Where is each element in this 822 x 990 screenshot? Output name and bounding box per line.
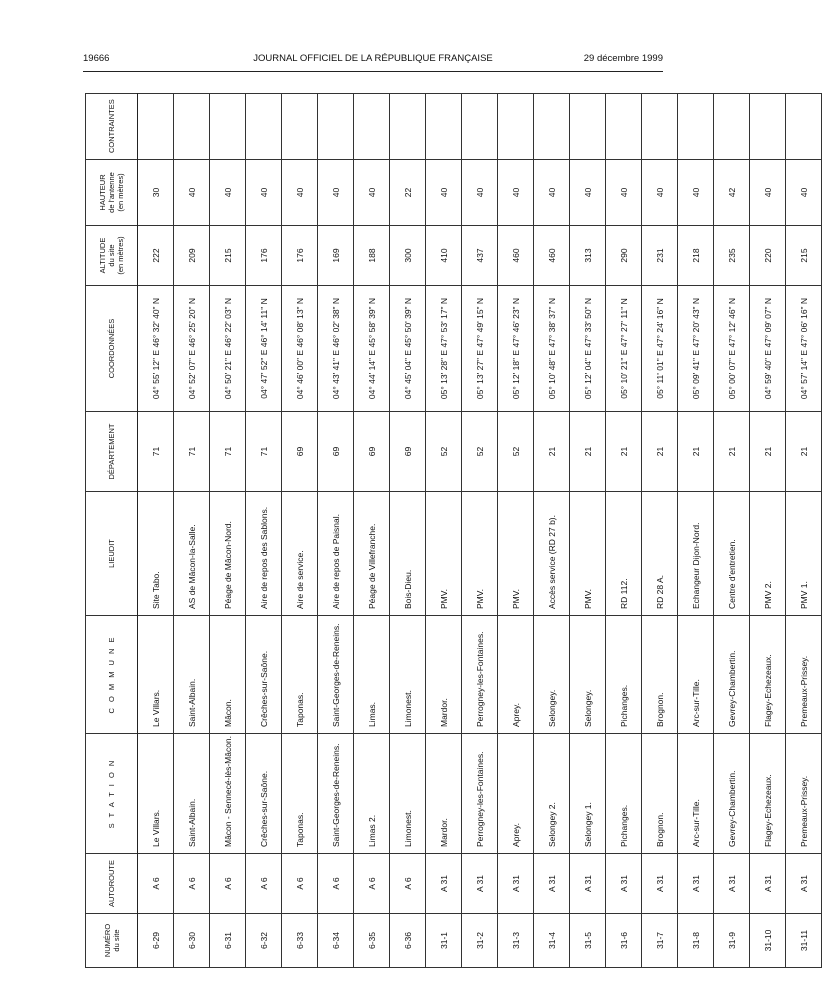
cell-autoroute: A 6 xyxy=(390,854,426,914)
col-header-lieudit: LIEUDIT xyxy=(86,492,138,616)
cell-autoroute: A 31 xyxy=(714,854,750,914)
cell-coordonnees: 04° 55' 12" E 46° 32' 40" N xyxy=(138,286,174,412)
col-header-altitude: ALTITUDE du site (en mètres) xyxy=(86,226,138,286)
cell-lieudit: Centre d'entretien. xyxy=(714,492,750,616)
rotated-table-wrapper xyxy=(85,94,809,968)
cell-departement: 71 xyxy=(210,412,246,492)
cell-commune: Brognon. xyxy=(642,616,678,734)
cell-contraintes xyxy=(210,94,246,160)
cell-numero: 31-10 xyxy=(750,914,786,968)
cell-autoroute: A 31 xyxy=(570,854,606,914)
cell-hauteur: 40 xyxy=(606,160,642,226)
cell-autoroute: A 31 xyxy=(426,854,462,914)
cell-contraintes xyxy=(642,94,678,160)
table-row xyxy=(138,94,174,968)
cell-coordonnees: 04° 59' 40" E 47° 09' 07" N xyxy=(750,286,786,412)
cell-commune: Selongey. xyxy=(570,616,606,734)
cell-commune: Limonest. xyxy=(390,616,426,734)
cell-altitude: 290 xyxy=(606,226,642,286)
cell-altitude: 460 xyxy=(534,226,570,286)
cell-numero: 6-33 xyxy=(282,914,318,968)
cell-departement: 21 xyxy=(642,412,678,492)
table-row xyxy=(390,94,426,968)
cell-altitude: 300 xyxy=(390,226,426,286)
cell-numero: 31-4 xyxy=(534,914,570,968)
table-header-row xyxy=(86,94,138,968)
cell-hauteur: 40 xyxy=(786,160,822,226)
cell-departement: 69 xyxy=(390,412,426,492)
cell-departement: 21 xyxy=(570,412,606,492)
cell-autoroute: A 31 xyxy=(678,854,714,914)
sites-table xyxy=(85,93,822,968)
cell-altitude: 313 xyxy=(570,226,606,286)
cell-commune: Gevrey-Chambertin. xyxy=(714,616,750,734)
cell-contraintes xyxy=(174,94,210,160)
cell-lieudit: RD 28 A. xyxy=(642,492,678,616)
cell-lieudit: Site Tabo. xyxy=(138,492,174,616)
cell-commune: Selongey. xyxy=(534,616,570,734)
table-row xyxy=(426,94,462,968)
cell-departement: 21 xyxy=(714,412,750,492)
publication-date: 29 décembre 1999 xyxy=(583,53,663,64)
cell-altitude: 215 xyxy=(210,226,246,286)
cell-numero: 6-32 xyxy=(246,914,282,968)
cell-station: Mardor. xyxy=(426,734,462,854)
cell-altitude: 410 xyxy=(426,226,462,286)
cell-station: Perrogney-les-Fontaines. xyxy=(462,734,498,854)
cell-hauteur: 40 xyxy=(678,160,714,226)
table-row xyxy=(354,94,390,968)
table-row xyxy=(210,94,246,968)
cell-commune: Aprey. xyxy=(498,616,534,734)
cell-commune: Perrogney-les-Fontaines. xyxy=(462,616,498,734)
cell-hauteur: 40 xyxy=(354,160,390,226)
table-row xyxy=(750,94,786,968)
cell-coordonnees: 04° 57' 14" E 47° 06' 16" N xyxy=(786,286,822,412)
cell-autoroute: A 6 xyxy=(318,854,354,914)
cell-departement: 21 xyxy=(786,412,822,492)
cell-contraintes xyxy=(426,94,462,160)
cell-departement: 52 xyxy=(426,412,462,492)
col-header-departement: DÉPARTEMENT xyxy=(86,412,138,492)
col-header-numero: NUMÉRO du site xyxy=(86,914,138,968)
cell-autoroute: A 6 xyxy=(246,854,282,914)
journal-title: JOURNAL OFFICIEL DE LA RÉPUBLIQUE FRANÇAISE xyxy=(253,53,493,64)
cell-contraintes xyxy=(678,94,714,160)
cell-contraintes xyxy=(318,94,354,160)
cell-coordonnees: 05° 12' 18" E 47° 46' 23" N xyxy=(498,286,534,412)
cell-hauteur: 30 xyxy=(138,160,174,226)
cell-commune: Crêches-sur-Saône. xyxy=(246,616,282,734)
table-row xyxy=(462,94,498,968)
cell-station: Selongey 2. xyxy=(534,734,570,854)
cell-commune: Premeaux-Prissey. xyxy=(786,616,822,734)
table-row xyxy=(714,94,750,968)
col-header-hauteur: HAUTEUR de l'antenne (en mètres) xyxy=(86,160,138,226)
cell-autoroute: A 6 xyxy=(138,854,174,914)
cell-commune: Mâcon. xyxy=(210,616,246,734)
cell-departement: 69 xyxy=(282,412,318,492)
cell-coordonnees: 05° 10' 48" E 47° 38' 37" N xyxy=(534,286,570,412)
cell-hauteur: 40 xyxy=(534,160,570,226)
cell-autoroute: A 31 xyxy=(606,854,642,914)
cell-hauteur: 40 xyxy=(642,160,678,226)
cell-coordonnees: 05° 09' 41" E 47° 20' 43" N xyxy=(678,286,714,412)
cell-numero: 6-35 xyxy=(354,914,390,968)
table-row xyxy=(786,94,822,968)
col-header-autoroute: AUTOROUTE xyxy=(86,854,138,914)
cell-lieudit: Aire de repos des Sablons. xyxy=(246,492,282,616)
cell-contraintes xyxy=(462,94,498,160)
cell-coordonnees: 04° 47' 52" E 46° 14' 11" N xyxy=(246,286,282,412)
cell-lieudit: PMV. xyxy=(426,492,462,616)
cell-autoroute: A 6 xyxy=(354,854,390,914)
col-header-station: S T A T I O N xyxy=(86,734,138,854)
cell-lieudit: Aire de service. xyxy=(282,492,318,616)
cell-station: Aprey. xyxy=(498,734,534,854)
cell-hauteur: 40 xyxy=(282,160,318,226)
cell-station: Flagey-Echezeaux. xyxy=(750,734,786,854)
cell-lieudit: Péage de Mâcon-Nord. xyxy=(210,492,246,616)
table-body xyxy=(138,94,822,968)
cell-hauteur: 40 xyxy=(210,160,246,226)
cell-contraintes xyxy=(282,94,318,160)
cell-contraintes xyxy=(750,94,786,160)
cell-autoroute: A 6 xyxy=(210,854,246,914)
cell-departement: 71 xyxy=(246,412,282,492)
cell-autoroute: A 6 xyxy=(174,854,210,914)
table-row xyxy=(570,94,606,968)
cell-station: Selongey 1. xyxy=(570,734,606,854)
cell-coordonnees: 05° 13' 27" E 47° 49' 15" N xyxy=(462,286,498,412)
cell-numero: 6-31 xyxy=(210,914,246,968)
cell-contraintes xyxy=(246,94,282,160)
cell-autoroute: A 31 xyxy=(534,854,570,914)
cell-coordonnees: 04° 50' 21" E 46° 22' 03" N xyxy=(210,286,246,412)
cell-autoroute: A 31 xyxy=(786,854,822,914)
cell-coordonnees: 04° 45' 04" E 45° 50' 39" N xyxy=(390,286,426,412)
cell-autoroute: A 31 xyxy=(642,854,678,914)
cell-commune: Le Villars. xyxy=(138,616,174,734)
cell-departement: 21 xyxy=(606,412,642,492)
cell-altitude: 220 xyxy=(750,226,786,286)
table-row xyxy=(606,94,642,968)
cell-autoroute: A 31 xyxy=(750,854,786,914)
cell-autoroute: A 6 xyxy=(282,854,318,914)
cell-altitude: 235 xyxy=(714,226,750,286)
cell-departement: 71 xyxy=(138,412,174,492)
cell-lieudit: RD 112. xyxy=(606,492,642,616)
cell-numero: 31-2 xyxy=(462,914,498,968)
cell-departement: 21 xyxy=(678,412,714,492)
cell-commune: Taponas. xyxy=(282,616,318,734)
cell-hauteur: 40 xyxy=(570,160,606,226)
cell-altitude: 460 xyxy=(498,226,534,286)
cell-station: Pichanges. xyxy=(606,734,642,854)
cell-hauteur: 40 xyxy=(318,160,354,226)
cell-lieudit: Echangeur Dijon-Nord. xyxy=(678,492,714,616)
cell-hauteur: 40 xyxy=(246,160,282,226)
cell-lieudit: Péage de Villefranche. xyxy=(354,492,390,616)
cell-numero: 6-34 xyxy=(318,914,354,968)
table-row xyxy=(534,94,570,968)
cell-numero: 6-36 xyxy=(390,914,426,968)
cell-numero: 31-1 xyxy=(426,914,462,968)
cell-station: Arc-sur-Tille. xyxy=(678,734,714,854)
cell-station: Le Villars. xyxy=(138,734,174,854)
cell-coordonnees: 04° 52' 07" E 46° 25' 20" N xyxy=(174,286,210,412)
cell-commune: Arc-sur-Tille. xyxy=(678,616,714,734)
cell-altitude: 231 xyxy=(642,226,678,286)
cell-station: Saint-Albain. xyxy=(174,734,210,854)
cell-hauteur: 40 xyxy=(750,160,786,226)
cell-contraintes xyxy=(534,94,570,160)
cell-commune: Mardor. xyxy=(426,616,462,734)
table-row xyxy=(174,94,210,968)
cell-numero: 31-9 xyxy=(714,914,750,968)
cell-contraintes xyxy=(138,94,174,160)
cell-altitude: 176 xyxy=(282,226,318,286)
table-row xyxy=(678,94,714,968)
cell-lieudit: AS de Mâcon-la-Salle. xyxy=(174,492,210,616)
cell-lieudit: PMV. xyxy=(570,492,606,616)
cell-coordonnees: 05° 00' 07" E 47° 12' 46" N xyxy=(714,286,750,412)
header-rule xyxy=(83,71,663,72)
cell-numero: 31-7 xyxy=(642,914,678,968)
cell-hauteur: 22 xyxy=(390,160,426,226)
cell-coordonnees: 05° 10' 21" E 47° 27' 11" N xyxy=(606,286,642,412)
cell-hauteur: 40 xyxy=(498,160,534,226)
cell-station: Crêches-sur-Saône. xyxy=(246,734,282,854)
cell-altitude: 176 xyxy=(246,226,282,286)
cell-coordonnees: 05° 12' 04" E 47° 33' 50" N xyxy=(570,286,606,412)
cell-departement: 69 xyxy=(354,412,390,492)
col-header-contraintes: CONTRAINTES xyxy=(86,94,138,160)
cell-departement: 52 xyxy=(462,412,498,492)
cell-autoroute: A 31 xyxy=(462,854,498,914)
cell-numero: 31-11 xyxy=(786,914,822,968)
cell-contraintes xyxy=(786,94,822,160)
cell-commune: Saint-Georges-de-Reneins. xyxy=(318,616,354,734)
table-row xyxy=(318,94,354,968)
cell-contraintes xyxy=(498,94,534,160)
cell-numero: 6-29 xyxy=(138,914,174,968)
cell-hauteur: 42 xyxy=(714,160,750,226)
cell-contraintes xyxy=(714,94,750,160)
cell-numero: 31-6 xyxy=(606,914,642,968)
cell-lieudit: Bois-Dieu. xyxy=(390,492,426,616)
cell-station: Limonest. xyxy=(390,734,426,854)
cell-departement: 69 xyxy=(318,412,354,492)
cell-numero: 31-3 xyxy=(498,914,534,968)
cell-commune: Limas. xyxy=(354,616,390,734)
cell-lieudit: PMV. xyxy=(498,492,534,616)
table-row xyxy=(282,94,318,968)
cell-lieudit: Aire de repos de Paisnal. xyxy=(318,492,354,616)
cell-altitude: 222 xyxy=(138,226,174,286)
cell-commune: Saint-Albain. xyxy=(174,616,210,734)
page-header xyxy=(83,53,663,67)
cell-station: Saint-Georges-de-Reneins. xyxy=(318,734,354,854)
cell-numero: 6-30 xyxy=(174,914,210,968)
cell-altitude: 188 xyxy=(354,226,390,286)
cell-hauteur: 40 xyxy=(426,160,462,226)
cell-station: Gevrey-Chambertin. xyxy=(714,734,750,854)
cell-hauteur: 40 xyxy=(462,160,498,226)
col-header-coordonnees: COORDONNÉES xyxy=(86,286,138,412)
cell-lieudit: PMV 1. xyxy=(786,492,822,616)
cell-commune: Flagey-Echezeaux. xyxy=(750,616,786,734)
cell-lieudit: PMV. xyxy=(462,492,498,616)
cell-station: Mâcon - Sennecé-lès-Mâcon. xyxy=(210,734,246,854)
page-number: 19666 xyxy=(83,53,110,64)
cell-contraintes xyxy=(570,94,606,160)
cell-altitude: 218 xyxy=(678,226,714,286)
cell-contraintes xyxy=(354,94,390,160)
cell-commune: Pichanges. xyxy=(606,616,642,734)
cell-coordonnees: 04° 46' 00" E 46° 08' 13" N xyxy=(282,286,318,412)
cell-contraintes xyxy=(606,94,642,160)
col-header-commune: C O M M U N E xyxy=(86,616,138,734)
cell-contraintes xyxy=(390,94,426,160)
cell-lieudit: Accès service (RD 27 b). xyxy=(534,492,570,616)
cell-altitude: 437 xyxy=(462,226,498,286)
cell-coordonnees: 05° 13' 28" E 47° 53' 17" N xyxy=(426,286,462,412)
cell-coordonnees: 04° 44' 14" E 45° 58' 39" N xyxy=(354,286,390,412)
cell-station: Brognon. xyxy=(642,734,678,854)
cell-station: Limas 2. xyxy=(354,734,390,854)
cell-station: Taponas. xyxy=(282,734,318,854)
cell-numero: 31-8 xyxy=(678,914,714,968)
cell-altitude: 169 xyxy=(318,226,354,286)
cell-numero: 31-5 xyxy=(570,914,606,968)
cell-departement: 21 xyxy=(750,412,786,492)
cell-departement: 71 xyxy=(174,412,210,492)
cell-altitude: 215 xyxy=(786,226,822,286)
cell-departement: 21 xyxy=(534,412,570,492)
cell-lieudit: PMV 2. xyxy=(750,492,786,616)
cell-autoroute: A 31 xyxy=(498,854,534,914)
cell-station: Premeaux-Prissey. xyxy=(786,734,822,854)
cell-altitude: 209 xyxy=(174,226,210,286)
cell-departement: 52 xyxy=(498,412,534,492)
cell-coordonnees: 05° 11' 01" E 47° 24' 16" N xyxy=(642,286,678,412)
cell-coordonnees: 04° 43' 41" E 46° 02' 38" N xyxy=(318,286,354,412)
table-row xyxy=(498,94,534,968)
cell-hauteur: 40 xyxy=(174,160,210,226)
table-row xyxy=(246,94,282,968)
table-row xyxy=(642,94,678,968)
